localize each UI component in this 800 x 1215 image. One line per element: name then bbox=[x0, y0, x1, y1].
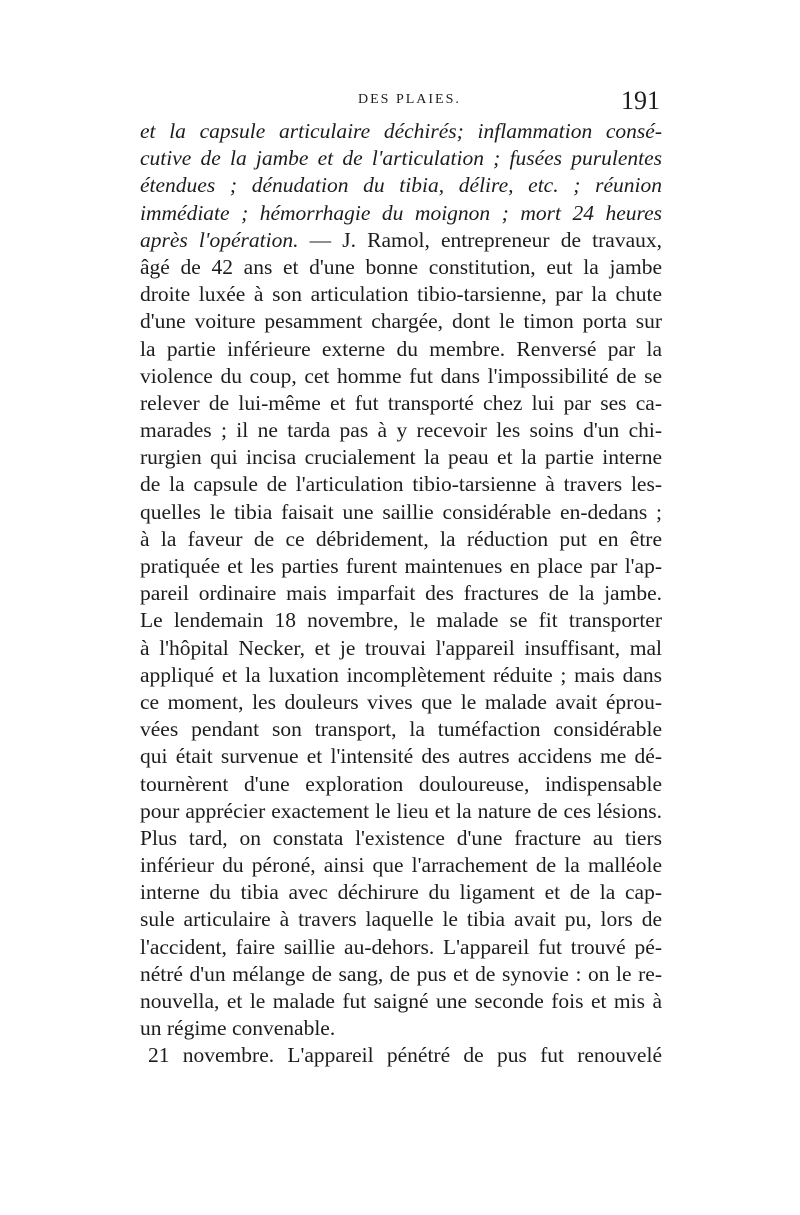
text-line: relever de lui-même et fut transporté chez lui par ses ca- bbox=[140, 390, 662, 415]
text-line: interne du tibia avec déchirure du ligament et de la cap- bbox=[140, 880, 662, 905]
text-line: ce moment, les douleurs vives que le malade avait éprou- bbox=[140, 689, 662, 714]
roman-segment: — J. Ramol, entrepreneur de travaux, bbox=[309, 227, 662, 252]
text-line: rurgien qui incisa crucialement la peau et la partie interne bbox=[140, 445, 662, 470]
text-line: qui était survenue et l'intensité des autres accidens me dé- bbox=[140, 744, 662, 769]
italic-segment: après l'opération. bbox=[140, 227, 299, 252]
text-line: à la faveur de ce débridement, la réduction put en être bbox=[140, 526, 662, 551]
text-line: droite luxée à son articulation tibio-tarsienne, par la chute bbox=[140, 282, 662, 307]
text-line: de la capsule de l'articulation tibio-tarsienne à travers les- bbox=[140, 472, 662, 497]
text-line: vées pendant son transport, la tuméfaction considérable bbox=[140, 717, 662, 742]
text-line: Plus tard, on constata l'existence d'une fracture au tiers bbox=[140, 825, 662, 850]
text-line: 21 novembre. L'appareil pénétré de pus fut renouvelé bbox=[148, 1043, 662, 1068]
text-line: immédiate ; hémorrhagie du moignon ; mort 24 heures bbox=[140, 200, 662, 225]
text-line: tournèrent d'une exploration douloureuse, indispensable bbox=[140, 771, 662, 796]
text-line: appliqué et la luxation incomplètement réduite ; mais dans bbox=[140, 662, 662, 687]
text-line: d'une voiture pesamment chargée, dont le timon porta sur bbox=[140, 309, 662, 334]
text-line: cutive de la jambe et de l'articulation ; fusées purulentes bbox=[140, 146, 662, 171]
text-line: pareil ordinaire mais imparfait des fractures de la jambe. bbox=[140, 581, 662, 606]
text-line: inférieur du péroné, ainsi que l'arrachement de la malléole bbox=[140, 853, 662, 878]
body-text bbox=[140, 118, 662, 1070]
text-line: étendues ; dénudation du tibia, délire, etc. ; réunion bbox=[140, 173, 662, 198]
text-line: Le lendemain 18 novembre, le malade se fit transporter bbox=[140, 608, 662, 633]
text-line: et la capsule articulaire déchirés; inflammation consé- bbox=[140, 119, 662, 143]
text-line: pratiquée et les parties furent maintenues en place par l'ap- bbox=[140, 554, 662, 578]
text-line: la partie inférieure externe du membre. Renversé par la bbox=[140, 336, 662, 361]
text-line: l'accident, faire saillie au-dehors. L'appareil fut trouvé pé- bbox=[140, 934, 662, 959]
text-line: un régime convenable. bbox=[140, 1016, 336, 1041]
text-line: sule articulaire à travers laquelle le tibia avait pu, lors de bbox=[140, 907, 662, 932]
text-line: à l'hôpital Necker, et je trouvai l'appareil insuffisant, mal bbox=[140, 635, 662, 660]
text-line: nouvella, et le malade fut saigné une seconde fois et mis à bbox=[140, 989, 662, 1013]
text-line-mixed bbox=[140, 227, 662, 254]
page-number: 191 bbox=[621, 86, 660, 115]
text-line: nétré d'un mélange de sang, de pus et de synovie : on le re- bbox=[140, 961, 662, 986]
text-line: quelles le tibia faisait une saillie considérable en-dedans ; bbox=[140, 499, 662, 524]
running-head: DES PLAIES. bbox=[358, 92, 461, 107]
text-line: violence du coup, cet homme fut dans l'impossibilité de se bbox=[140, 363, 662, 388]
text-line: pour apprécier exactement le lieu et la nature de ces lésions. bbox=[140, 798, 662, 823]
text-line: marades ; il ne tarda pas à y recevoir les soins d'un chi- bbox=[140, 418, 662, 443]
text-line: âgé de 42 ans et d'une bonne constitution, eut la jambe bbox=[140, 254, 662, 279]
